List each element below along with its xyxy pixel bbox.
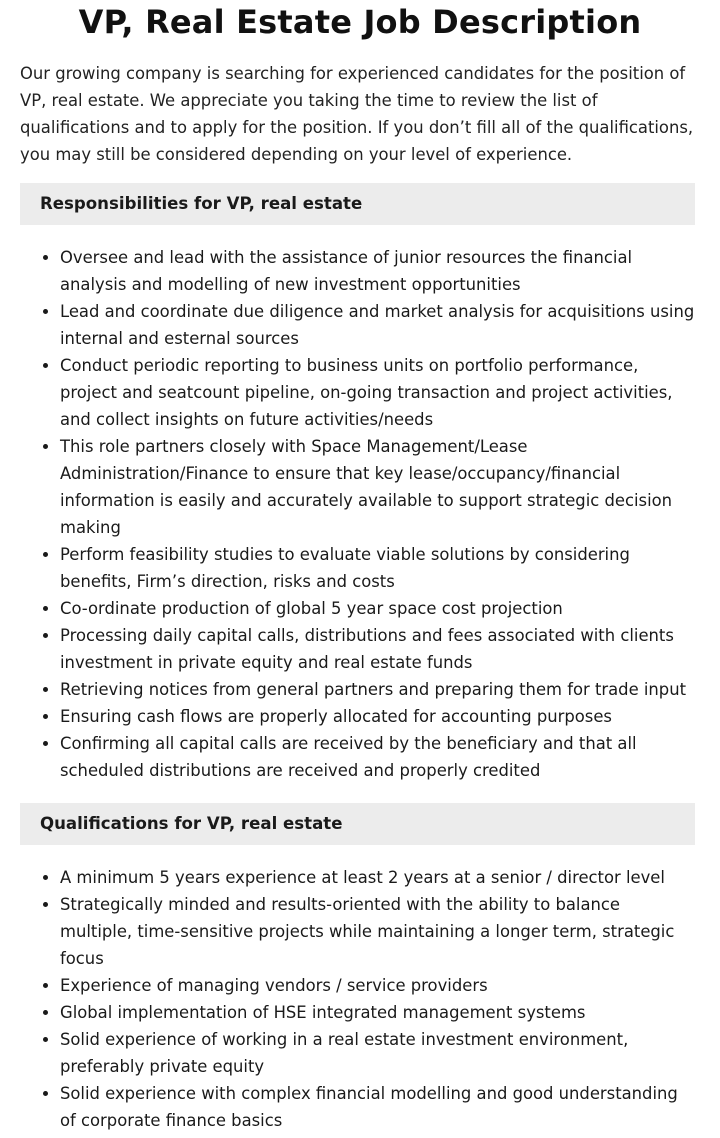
responsibility-item: • Oversee and lead with the assistance of junior resources the financial analysis and modelling of new investment opportunities: [60, 244, 696, 298]
responsibilities-list: [20, 244, 696, 784]
qualification-item: • Experience of managing vendors / service providers: [60, 972, 696, 999]
responsibility-item: • Lead and coordinate due diligence and market analysis for acquisitions using internal and esternal sources: [60, 298, 696, 352]
qualifications-heading: Qualifications for VP, real estate: [20, 803, 695, 845]
responsibility-item: • Perform feasibility studies to evaluate viable solutions by considering benefits, Firm’s direction, risks and costs: [60, 541, 696, 595]
responsibility-item: • Confirming all capital calls are received by the beneficiary and that all scheduled distributions are received and properly credited: [60, 730, 696, 784]
qualification-item: • Global implementation of HSE integrated management systems: [60, 999, 696, 1026]
qualification-item: • Solid experience of working in a real estate investment environment, preferably private equity: [60, 1026, 696, 1080]
responsibility-item: • Conduct periodic reporting to business units on portfolio performance, project and seatcount pipeline, on-going transaction and project activities, and collect insights on future activities/needs: [60, 352, 696, 433]
responsibility-item: • Retrieving notices from general partners and preparing them for trade input: [60, 676, 696, 703]
qualification-item: • Solid experience with complex financial modelling and good understanding of corporate finance basics: [60, 1080, 696, 1134]
page-title: VP, Real Estate Job Description: [78, 3, 642, 41]
responsibility-item: • Co-ordinate production of global 5 year space cost projection: [60, 595, 696, 622]
responsibility-item: • Ensuring cash flows are properly allocated for accounting purposes: [60, 703, 696, 730]
responsibility-item: • Processing daily capital calls, distributions and fees associated with clients investment in private equity and real estate funds: [60, 622, 696, 676]
responsibilities-heading: Responsibilities for VP, real estate: [20, 183, 695, 225]
qualifications-list: [20, 864, 696, 1134]
responsibility-item: • This role partners closely with Space Management/Lease Administration/Finance to ensure that key lease/occupancy/financial information is easily and accurately available to support strategic decision making: [60, 433, 696, 541]
qualification-item: • Strategically minded and results-oriented with the ability to balance multiple, time-sensitive projects while maintaining a longer term, strategic focus: [60, 891, 696, 972]
qualification-item: • A minimum 5 years experience at least 2 years at a senior / director level: [60, 864, 696, 891]
intro-paragraph: Our growing company is searching for experienced candidates for the position of VP, real estate. We appreciate you taking the time to review the list of qualifications and to apply for the position. If you don’t fill all of the qualifications, you may still be considered depending on your level of experience.: [20, 64, 694, 164]
